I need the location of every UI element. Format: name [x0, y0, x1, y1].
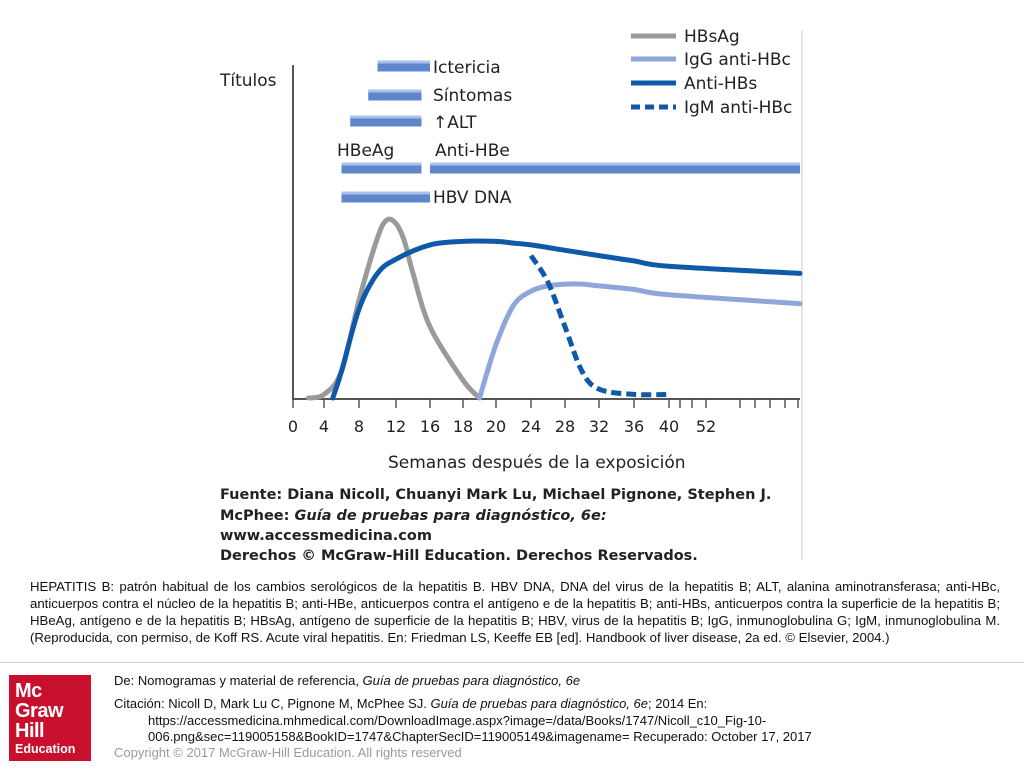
de-plain: De: Nomogramas y material de referencia,	[114, 673, 363, 688]
x-tick-label: 32	[588, 417, 610, 436]
logo-line-3: Hill	[15, 720, 45, 742]
legend-label: IgG anti-HBc	[684, 50, 791, 70]
y-axis-label: Títulos	[220, 71, 277, 91]
logo-line-4: Education	[15, 742, 76, 756]
curve-igm-anti-hbc	[531, 256, 669, 395]
citacion-plain: Citación: Nicoll D, Mark Lu C, Pignone M, McPhee SJ.	[114, 696, 431, 711]
curve-hbsag	[309, 219, 480, 398]
legend	[631, 27, 792, 118]
x-tick-label: 18	[452, 417, 474, 436]
x-tick-label: 28	[554, 417, 576, 436]
period-bar-highlight	[350, 116, 421, 119]
x-tick-label: 16	[419, 417, 441, 436]
period-bar-label: HBV DNA	[433, 188, 512, 208]
mcgraw-hill-logo	[9, 675, 91, 761]
period-bar-highlight	[342, 163, 422, 166]
period-bar-label: ↑ALT	[433, 113, 477, 133]
period-bar-label: Síntomas	[433, 86, 513, 106]
citation-url-line-1: https://accessmedicina.mhmedical.com/DownloadImage.aspx?image=/data/Books/1747/Nicoll_c10_Fig-10-	[148, 713, 767, 728]
source-line-2-plain: McPhee:	[220, 508, 295, 524]
x-tick-label: 20	[485, 417, 507, 436]
source-line-2	[220, 508, 607, 524]
source-line-3: www.accessmedicina.com	[220, 528, 432, 544]
x-tick-label: 12	[385, 417, 407, 436]
period-bar-highlight	[368, 90, 421, 93]
x-ticks	[288, 398, 798, 436]
legend-label: HBsAg	[684, 27, 740, 47]
x-tick-label: 52	[695, 417, 717, 436]
source-line-4: Derechos © McGraw-Hill Education. Derechos Reservados.	[220, 548, 698, 564]
de-italic: Guía de pruebas para diagnóstico, 6e	[362, 673, 581, 688]
curves	[309, 219, 801, 398]
x-tick-label: 0	[287, 417, 299, 436]
copyright-text: Copyright © 2017 McGraw-Hill Education. All rights reserved	[114, 745, 462, 760]
de-line	[114, 673, 580, 688]
x-tick-label: 36	[623, 417, 645, 436]
citacion-italic: Guía de pruebas para diagnóstico, 6e	[430, 696, 648, 711]
citation-url-line-2: 006.png&sec=119005158&BookID=1747&ChapterSecID=119005149&imagename= Recuperado: October 17, 2017	[148, 729, 812, 744]
curve-anti-hbs	[333, 241, 800, 398]
period-bar-label: HBeAg	[337, 141, 395, 161]
period-bar-highlight	[430, 163, 800, 166]
figure-caption: HEPATITIS B: patrón habitual de los cambios serológicos de la hepatitis B. HBV DNA, DNA del virus de la hepatitis B; ALT, alanina aminotransferasa; anti-HBc, anticuerpos contra el núcleo de la hepatitis B; anti-HBe, anticuerpos contra el antígeno e de la hepatitis B; anti-HBs, anticuerpos contra la superficie de la hepatitis B; HBeAg, antígeno e de la hepatitis B; HBsAg, antígeno de superficie de la hepatitis B; HBV, virus de la hepatitis B; IgG, inmunoglobulina G; IgM, inmunoglobulina M. (Reproducida, con permiso, de Koff RS. Acute viral hepatitis. En: Friedman LS, Keeffe EB [ed]. Handbook of liver disease, 2a ed. © Elsevier, 2004.)	[30, 579, 1000, 645]
source-line-2-italic: Guía de pruebas para diagnóstico, 6e:	[294, 508, 607, 524]
logo-line-1: Mc	[15, 680, 42, 702]
period-bar-label: Ictericia	[433, 58, 501, 78]
x-tick-label: 40	[658, 417, 680, 436]
curve-igg-anti-hbc	[480, 284, 801, 398]
legend-label: IgM anti-HBc	[684, 98, 793, 118]
legend-label: Anti-HBs	[684, 74, 758, 94]
x-tick-label: 4	[318, 417, 330, 436]
x-tick-label: 24	[520, 417, 542, 436]
period-bar-highlight	[378, 61, 431, 64]
period-bar-label: Anti-HBe	[435, 141, 510, 161]
period-bar-highlight	[342, 192, 431, 195]
x-tick-label: 8	[353, 417, 365, 436]
x-axis-label: Semanas después de la exposición	[388, 453, 686, 473]
logo-line-2: Graw	[15, 700, 64, 722]
source-line-1: Fuente: Diana Nicoll, Chuanyi Mark Lu, Michael Pignone, Stephen J.	[220, 487, 772, 503]
citacion-line	[114, 696, 707, 711]
citacion-tail: ; 2014 En:	[648, 696, 708, 711]
